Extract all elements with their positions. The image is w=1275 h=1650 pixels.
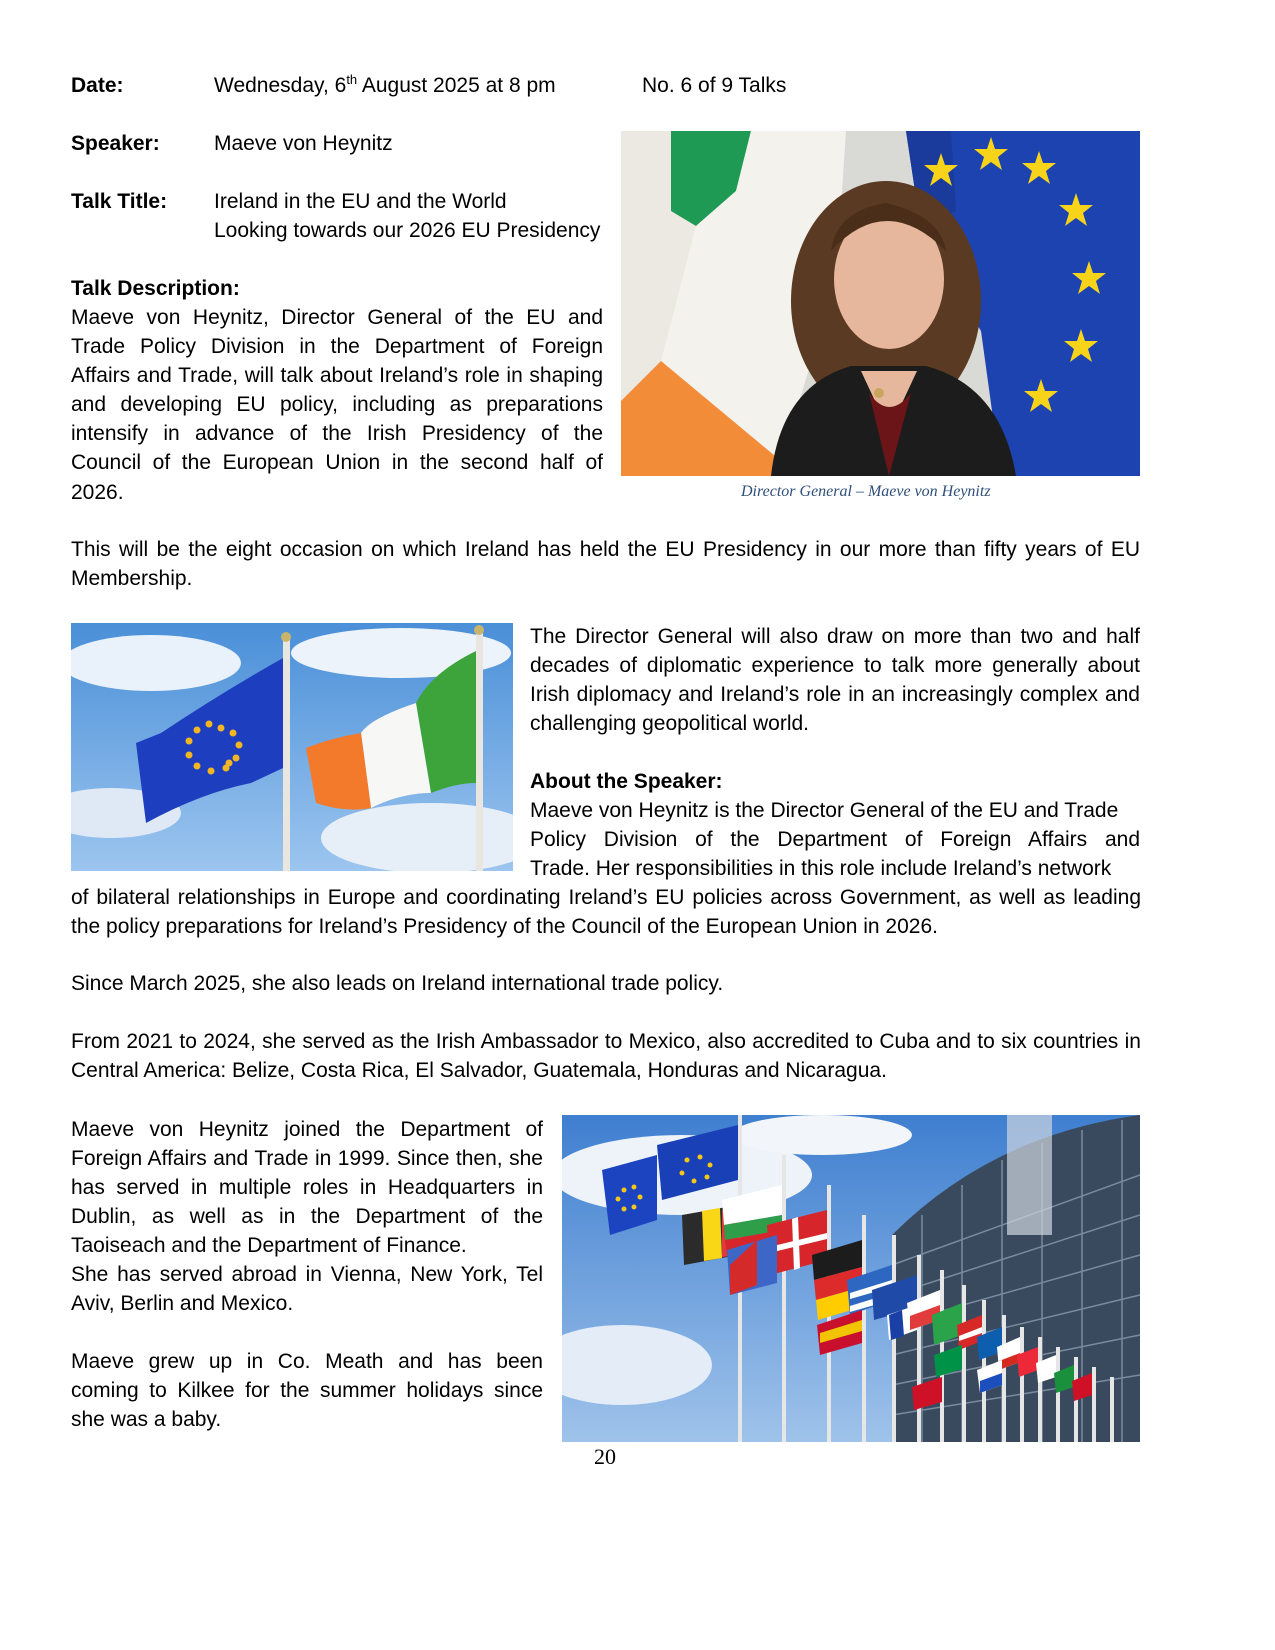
portrait-caption: Director General – Maeve von Heynitz [741,483,991,500]
about-intro-line-3: Trade. Her responsibilities in this role include Ireland’s network [530,857,1112,880]
speaker-name: Maeve von Heynitz [214,132,393,155]
portrait-photo [621,131,1140,476]
talk-count: No. 6 of 9 Talks [642,74,787,97]
date-label: Date: [71,74,124,97]
talk-title-label: Talk Title: [71,190,168,213]
talk-description-body: Maeve von Heynitz, Director General of the EU and Trade Policy Division in the Department of Foreign Affairs and Trade, will talk about Ireland’s role in shaping and developing EU policy, including as preparations intensify in advance of the Irish Presidency of the Council of the European Union in the second half of 2026. [71,306,603,504]
talk-title-line1: Ireland in the EU and the World [214,190,507,213]
about-intro-continued: of bilateral relationships in Europe and coordinating Ireland’s EU policies across Government, as well as leading the policy preparations for Ireland’s Presidency of the Council of the European Union in 2026. [71,886,1141,938]
talk-description-heading: Talk Description: [71,277,240,300]
served-abroad-paragraph: She has served abroad in Vienna, New York, Tel Aviv, Berlin and Mexico. [71,1263,543,1315]
trade-policy-paragraph: Since March 2025, she also leads on Ireland international trade policy. [71,972,724,995]
speaker-label: Speaker: [71,132,160,155]
mexico-ambassador-paragraph: From 2021 to 2024, she served as the Irish Ambassador to Mexico, also accredited to Cuba and to six countries in Central America: Belize, Costa Rica, El Salvador, Guatemala, Honduras and Nicaragua. [71,1030,1141,1082]
talk-title-line2: Looking towards our 2026 EU Presidency [214,219,601,242]
eu-and-irish-flags-photo [71,623,513,871]
career-paragraph: Maeve von Heynitz joined the Department of Foreign Affairs and Trade in 1999. Since then, she has served in multiple roles in Headquarters in Dublin, as well as in the Department of the Taoiseach and the Department of Finance. [71,1118,543,1257]
european-parliament-flags-photo [562,1115,1140,1442]
date-value: Wednesday, 6th August 2025 at 8 pm [214,72,556,97]
about-intro-line-2: Policy Division of the Department of Foreign Affairs and [530,828,1140,851]
kilkee-paragraph: Maeve grew up in Co. Meath and has been coming to Kilkee for the summer holidays since she was a baby. [71,1350,543,1431]
eu-presidency-occasion: This will be the eight occasion on which Ireland has held the EU Presidency in our more than fifty years of EU Membership. [71,538,1140,590]
about-intro-line-1: Maeve von Heynitz is the Director General of the EU and Trade [530,799,1119,822]
diplomatic-experience: The Director General will also draw on more than two and half decades of diplomatic experience to talk more generally about Irish diplomacy and Ireland’s role in an increasingly complex and challenging geopolitical world. [530,625,1140,735]
page-number: 20 [594,1444,616,1469]
about-speaker-heading: About the Speaker: [530,770,723,793]
